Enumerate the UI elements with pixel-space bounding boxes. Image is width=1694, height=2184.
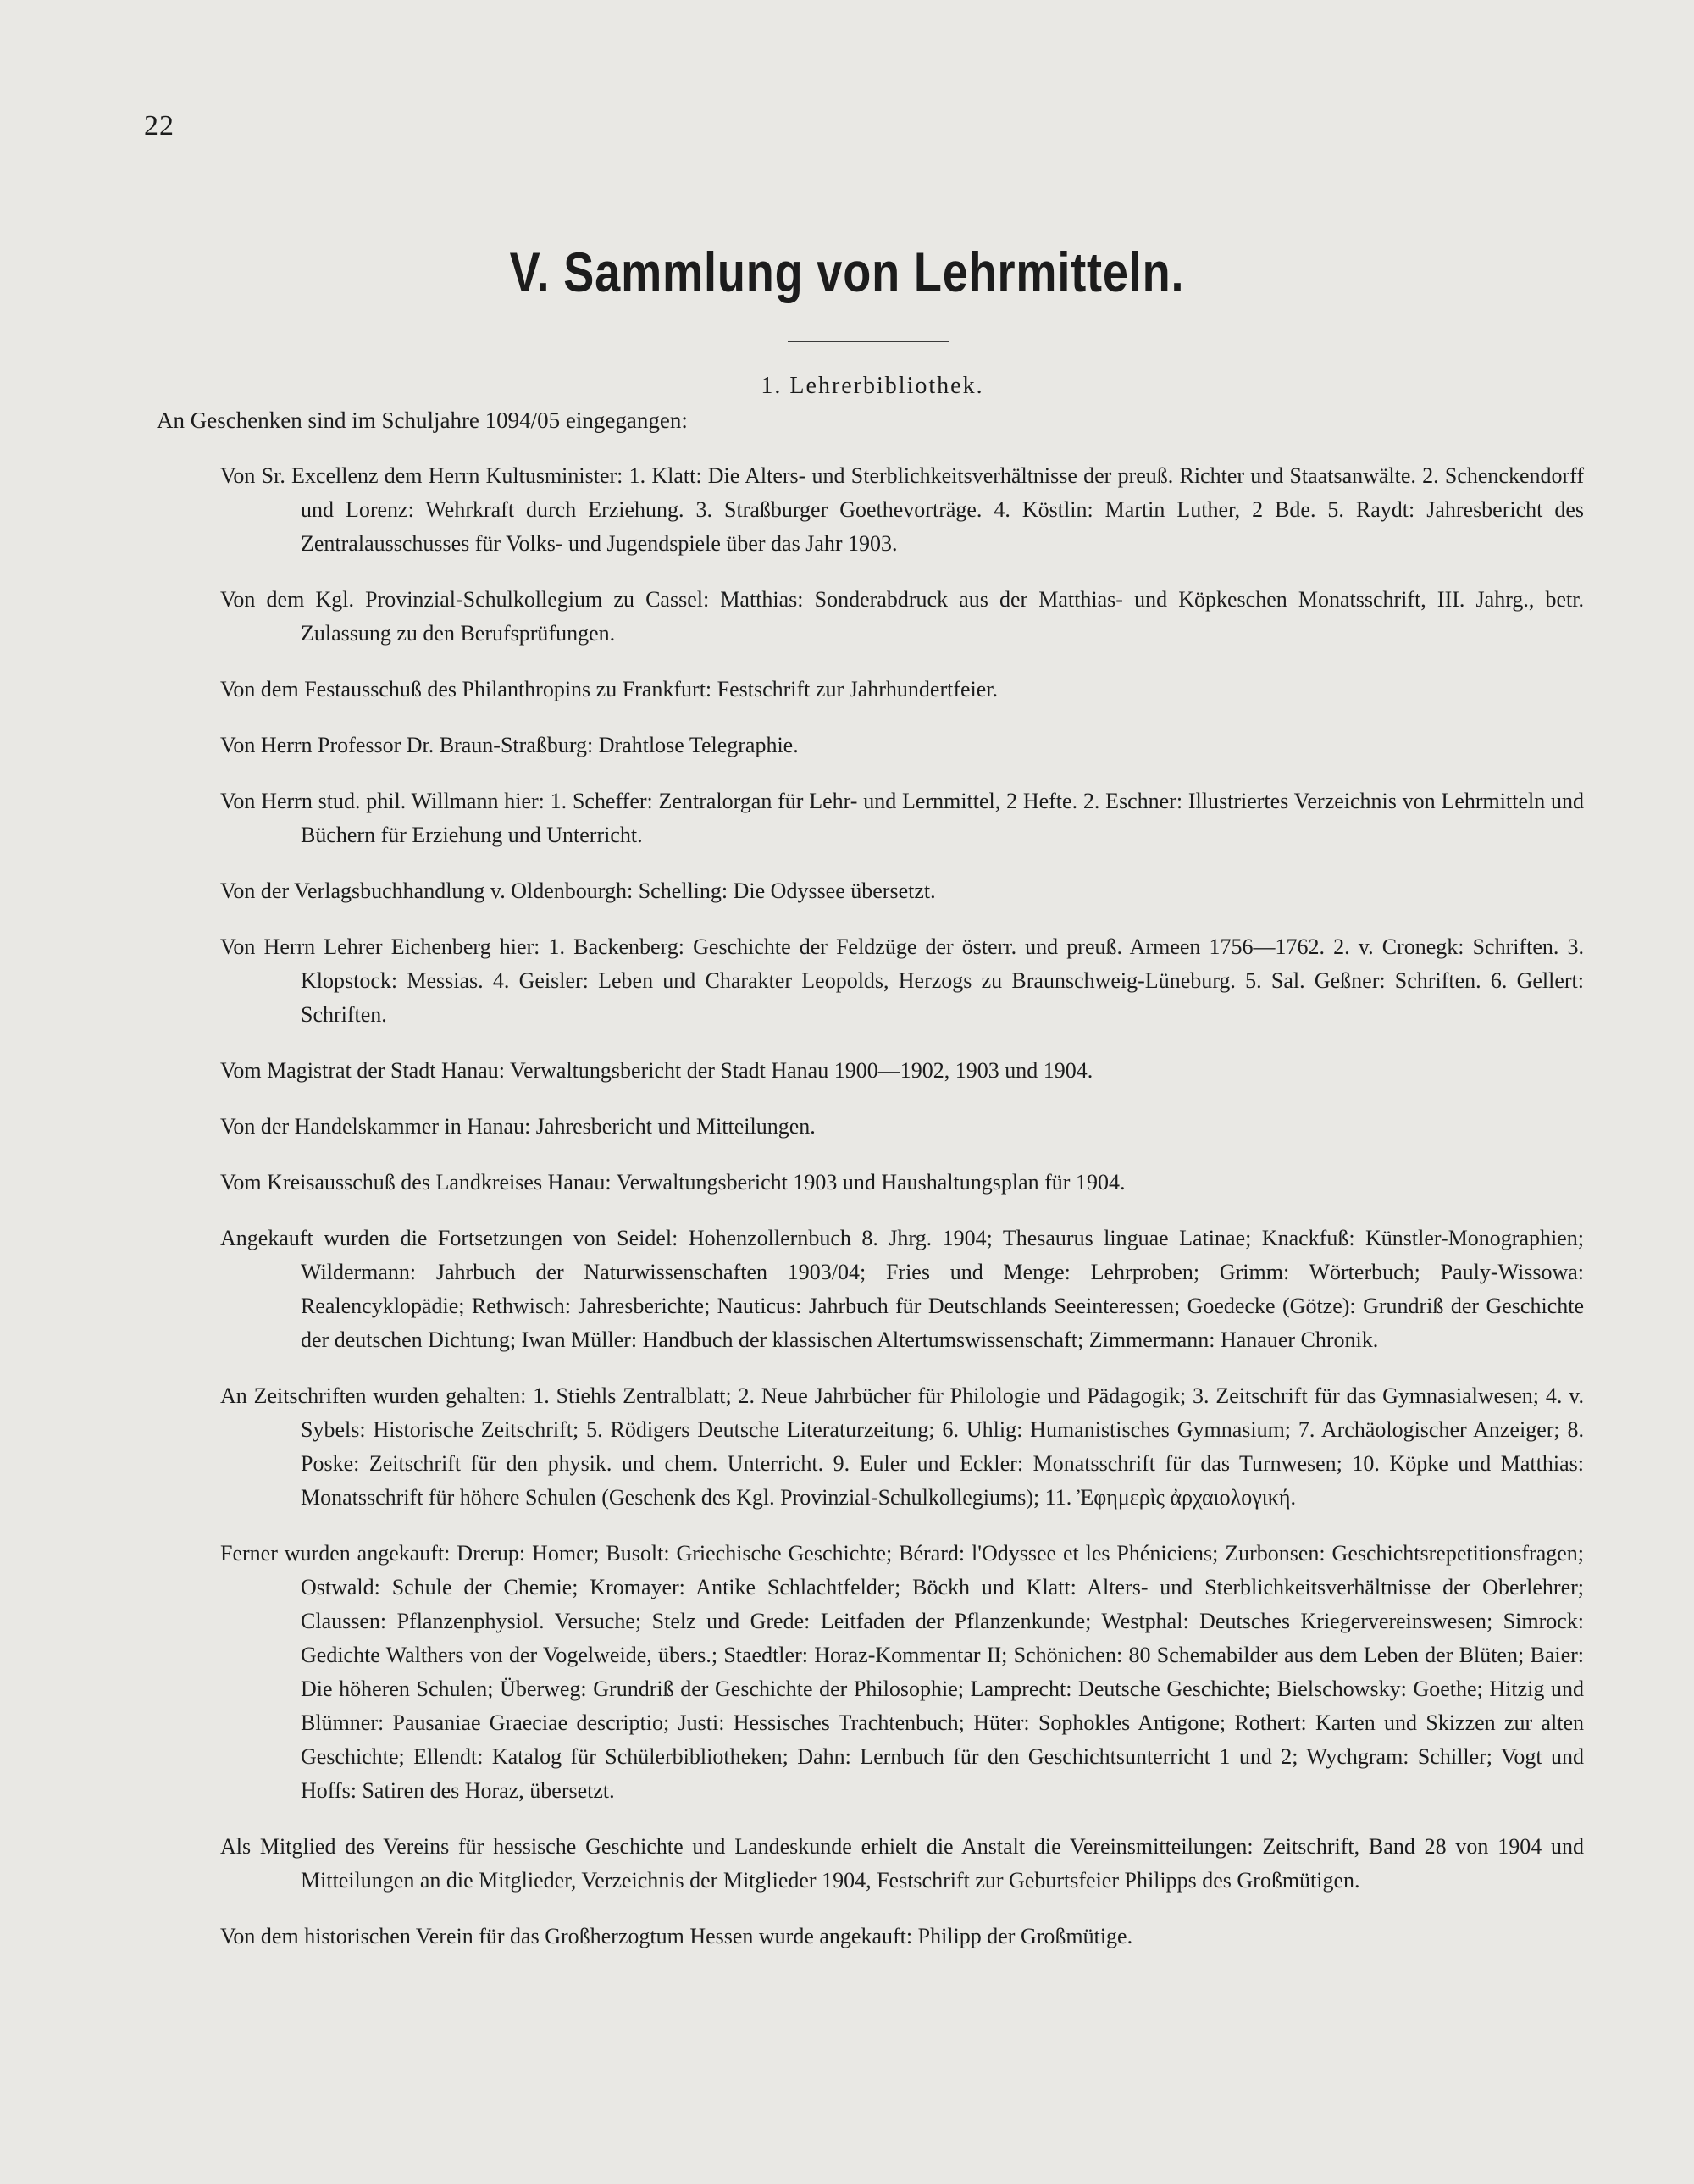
entry-professor-braun: Von Herrn Professor Dr. Braun-Straßburg: Drahtlose Telegraphie. (220, 733, 799, 757)
section-content (0, 373, 1694, 1956)
section-intro: An Geschenken sind im Schuljahre 1094/05 eingegangen: (157, 407, 688, 433)
section-heading: 1. Lehrerbibliothek. (761, 373, 984, 399)
entry-handelskammer: Von der Handelskammer in Hanau: Jahresbericht und Mitteilungen. (220, 1114, 816, 1139)
entry-verein-hessische-geschichte: Als Mitglied des Vereins für hessische Geschichte und Landeskunde erhielt die Anstalt die Vereinsmitteilungen: Zeitschrift, Band 28 von 1904 und Mitteilungen an die Mitglieder, Verzeichnis der Mitglieder 1904, Festschrift zur Geburtsfeier Philipps des Großmütigen. (220, 1834, 1584, 1893)
entry-zeitschriften: An Zeitschriften wurden gehalten: 1. Stiehls Zentralblatt; 2. Neue Jahrbücher für Philologie und Pädagogik; 3. Zeitschrift für das Gymnasialwesen; 4. v. Sybels: Historische Zeitschrift; 5. Rödigers Deutsche Literaturzeitung; 6. Uhlig: Humanistisches Gymnasium; 7. Archäologischer Anzeiger; 8. Poske: Zeitschrift für den physik. und chem. Unterricht. 9. Euler und Eckler: Monatsschrift für das Turnwesen; 10. Köpke und Matthias: Monatsschrift für höhere Schulen (Geschenk des Kgl. Provinzial-Schulkollegiums); 11. Ἐφημερὶς ἀρχαιολογική. (220, 1383, 1584, 1510)
entry-eichenberg: Von Herrn Lehrer Eichenberg hier: 1. Backenberg: Geschichte der Feldzüge der österr. und preuß. Armeen 1756—1762. 2. v. Cronegk: Schriften. 3. Klopstock: Messias. 4. Geisler: Leben und Charakter Leopolds, Herzogs zu Braunschweig-Lüneburg. 5. Sal. Geßner: Schriften. 6. Gellert: Schriften. (220, 934, 1584, 1027)
entry-provinzial-schulkollegium: Von dem Kgl. Provinzial-Schulkollegium zu Cassel: Matthias: Sonderabdruck aus der Matthias- und Köpkeschen Monatsschrift, III. Jahrg., betr. Zulassung zu den Berufsprüfungen. (220, 587, 1584, 646)
page-title: V. Sammlung von Lehrmitteln. (509, 241, 1185, 303)
page-number: 22 (144, 110, 174, 141)
entry-verlagsbuchhandlung: Von der Verlagsbuchhandlung v. Oldenbourgh: Schelling: Die Odyssee übersetzt. (220, 879, 936, 903)
title-divider (788, 341, 949, 342)
entry-ferner-angekauft: Ferner wurden angekauft: Drerup: Homer; Busolt: Griechische Geschichte; Bérard: l'Odyssee et les Phéniciens; Zurbonsen: Geschichtsrepetitionsfragen; Ostwald: Schule der Chemie; Kromayer: Antike Schlachtfelder; Böckh und Klatt: Alters- und Sterblichkeitsverhältnisse der Oberlehrer; Claussen: Pflanzenphysiol. Versuche; Stelz und Grede: Leitfaden der Pflanzenkunde; Westphal: Deutsches Kriegervereinswesen; Simrock: Gedichte Walthers von der Vogelweide, übers.; Staedtler: Horaz-Kommentar II; Schönichen: 80 Schemabilder aus dem Leben der Blüten; Baier: Die höheren Schulen; Überweg: Grundriß der Geschichte der Philosophie; Lamprecht: Deutsche Geschichte; Bielschowsky: Goethe; Hitzig und Blümner: Pausaniae Graeciae descriptio; Justi: Hessisches Trachtenbuch; Hüter: Sophokles Antigone; Rothert: Karten und Skizzen zur alten Geschichte; Ellendt: Katalog für Schülerbibliotheken; Dahn: Lernbuch für den Geschichtsunterricht 1 und 2; Wychgram: Schiller; Vogt und Hoffs: Satiren des Horaz, übersetzt. (220, 1541, 1584, 1803)
entry-historischer-verein: Von dem historischen Verein für das Großherzogtum Hessen wurde angekauft: Philipp der Großmütige. (220, 1924, 1133, 1948)
entry-festausschuss: Von dem Festausschuß des Philanthropins zu Frankfurt: Festschrift zur Jahrhundertfeier. (220, 677, 999, 701)
entry-kreisausschuss: Vom Kreisausschuß des Landkreises Hanau: Verwaltungsbericht 1903 und Haushaltungsplan für 1904. (220, 1170, 1126, 1195)
entry-magistrat: Vom Magistrat der Stadt Hanau: Verwaltungsbericht der Stadt Hanau 1900—1902, 1903 und 1904. (220, 1058, 1093, 1083)
entry-kultusminister: Von Sr. Excellenz dem Herrn Kultusminister: 1. Klatt: Die Alters- und Sterblichkeitsverhältnisse der preuß. Richter und Staatsanwälte. 2. Schenckendorff und Lorenz: Wehrkraft durch Erziehung. 3. Straßburger Goethevorträge. 4. Köstlin: Martin Luther, 2 Bde. 5. Raydt: Jahresbericht des Zentralausschusses für Volks- und Jugendspiele über das Jahr 1903. (220, 463, 1584, 556)
entry-angekauft-fortsetzungen: Angekauft wurden die Fortsetzungen von Seidel: Hohenzollernbuch 8. Jhrg. 1904; Thesaurus linguae Latinae; Knackfuß: Künstler-Monographien; Wildermann: Jahrbuch der Naturwissenschaften 1903/04; Fries und Menge: Lehrproben; Grimm: Wörterbuch; Pauly-Wissowa: Realencyklopädie; Rethwisch: Jahresberichte; Nauticus: Jahrbuch für Deutschlands Seeinteressen; Goedecke (Götze): Grundriß der Geschichte der deutschen Dichtung; Iwan Müller: Handbuch der klassischen Altertumswissenschaft; Zimmermann: Hanauer Chronik. (220, 1226, 1584, 1352)
entry-willmann: Von Herrn stud. phil. Willmann hier: 1. Scheffer: Zentralorgan für Lehr- und Lernmittel, 2 Hefte. 2. Eschner: Illustriertes Verzeichnis von Lehrmitteln und Büchern für Erziehung und Unterricht. (220, 789, 1584, 847)
